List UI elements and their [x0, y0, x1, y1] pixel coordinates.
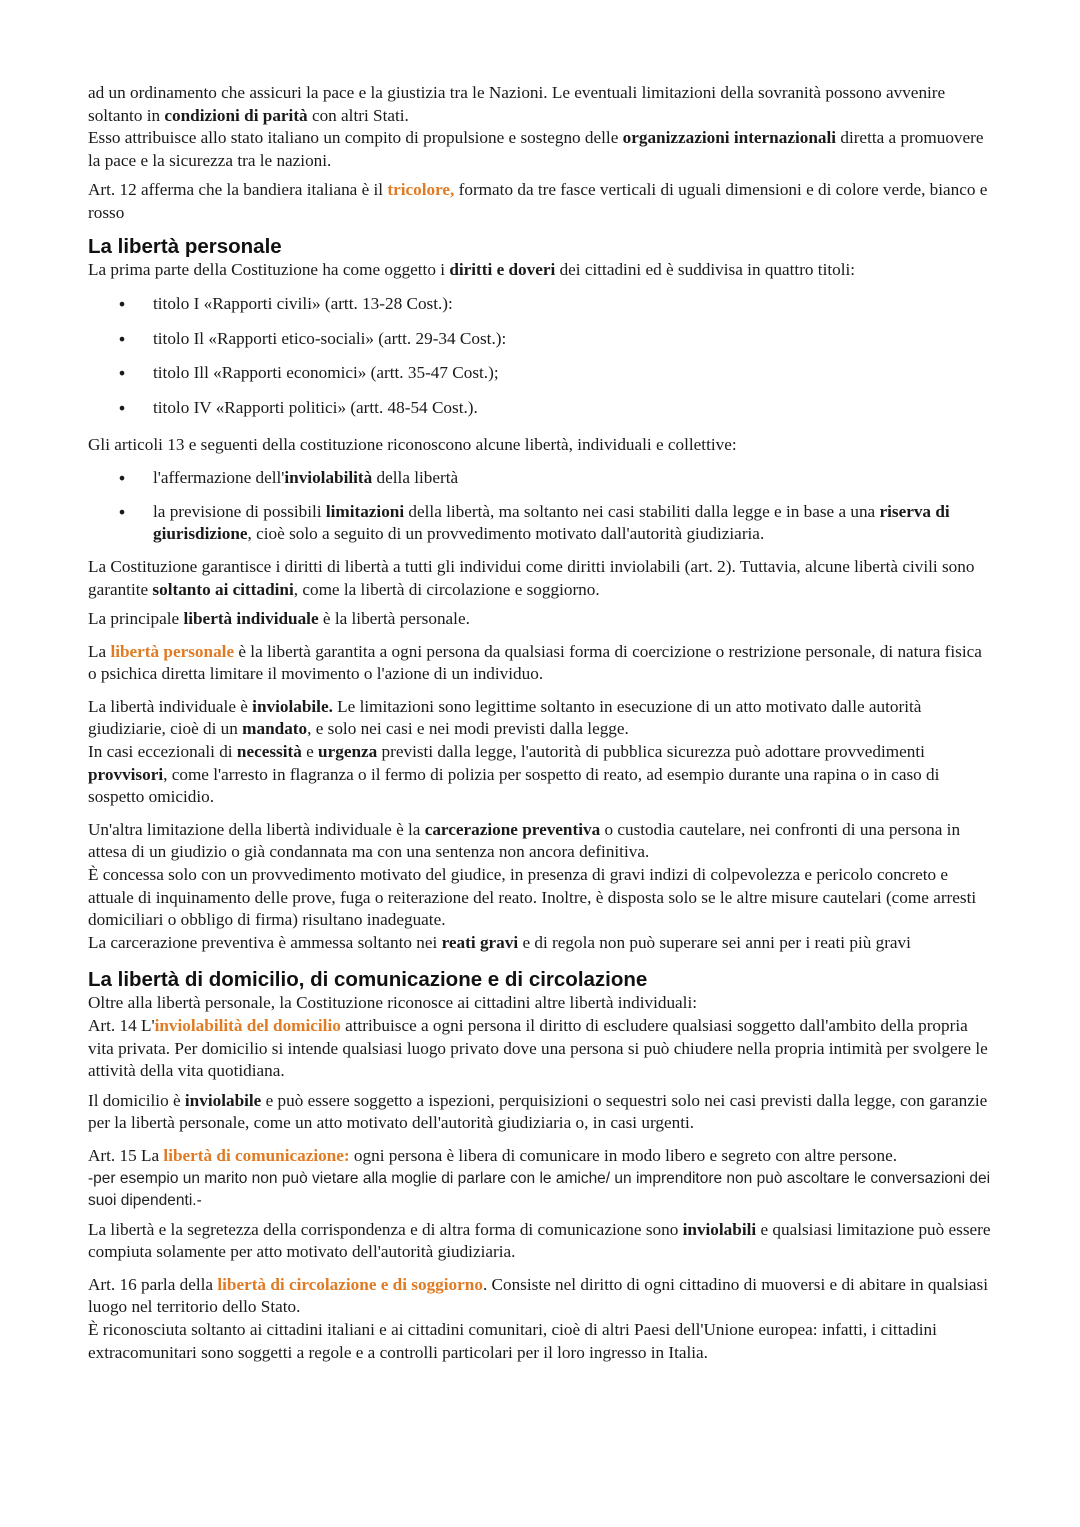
paragraph-other-freedoms: Oltre alla libertà personale, la Costituzione riconosce ai cittadini altre libertà individuali:: [88, 993, 697, 1013]
highlight-domicile: inviolabilità del domicilio: [154, 1016, 341, 1035]
paragraph-personal-freedom-definition: La libertà personale è la libertà garantita a ogni persona da qualsiasi forma di coercizione o restrizione personale, di natura fisica o psichica diretta limitare il movimento o l'azione di un individuo.: [88, 641, 982, 684]
highlight-personal-freedom: libertà personale: [110, 641, 235, 661]
list-item: • la previsione di possibili limitazioni della libertà, ma soltanto nei casi stabiliti dalla legge e in base a una riserva di giurisdizione, cioè solo a seguito di un provvedimento motivato dall'autorità giudiziaria.: [119, 501, 950, 544]
paragraph-granted-by-judge: È concessa solo con un provvedimento motivato del giudice, in presenza di gravi indizi di colpevolezza e pericolo concreto e attuale di inquinamento delle prove, fuga o reiterazione del reato. Inoltre, è disposta solo se le altre misure cautelari (come arresti domiciliari o obbligo di firma) risultano inadeguate.: [88, 865, 977, 930]
paragraph-art-14: Art. 14 L'inviolabilità del domicilio attribuisce a ogni persona il diritto di escludere qualsiasi soggetto dall'ambito della propria vita privata. Per domicilio si intende qualsiasi luogo privato dove una persona si può chiudere nella propria intimità per svolgere le attività della vita quotidiana.: [88, 1016, 988, 1081]
paragraph-art-16: Art. 16 parla della libertà di circolazione e di soggiorno. Consiste nel diritto di ogni cittadino di muoversi e di abitare in qualsiasi luogo nel territorio dello Stato.: [88, 1274, 988, 1317]
example-note: -per esempio un marito non può vietare alla moglie di parlare con le amiche/ un imprenditore non può ascoltare le conversazioni dei suoi dipendenti.-: [88, 1169, 991, 1209]
paragraph-international-organizations: Esso attribuisce allo stato italiano un compito di propulsione e sostegno delle organizzazioni internazionali diretta a promuovere la pace e la sicurezza tra le nazioni.: [88, 128, 984, 170]
bullet-icon: •: [119, 501, 126, 522]
section-heading-domicile-communication: La libertà di domicilio, di comunicazione e di circolazione: [88, 968, 648, 992]
paragraph-main-freedom: La principale libertà individuale è la libertà personale.: [88, 609, 470, 629]
paragraph-inviolable: La libertà individuale è inviolabile. Le limitazioni sono legittime soltanto in esecuzione di un atto motivato dalle autorità giudiziarie, cioè di un mandato, e solo nei casi e nei modi previsti dalla legge.: [88, 696, 922, 739]
paragraph-exceptional-cases: In casi eccezionali di necessità e urgenza previsti dalla legge, l'autorità di pubblica sicurezza può adottare provvedimenti provvisori, come l'arresto in flagranza o il fermo di polizia per sospetto di reato, ad esempio durante una rapina o in caso di sospetto omicidio.: [88, 742, 940, 807]
paragraph-art-15: Art. 15 La libertà di comunicazione: ogni persona è libera di comunicare in modo libero e segreto con altre persone.: [88, 1145, 898, 1165]
paragraph-art-12: Art. 12 afferma che la bandiera italiana è il tricolore, formato da tre fasce verticali di uguali dimensioni e di colore verde, bianco e rosso: [88, 180, 988, 222]
list-item: • titolo Ill «Rapporti economici» (artt. 35-47 Cost.);: [119, 363, 499, 384]
section-heading-personal-freedom: La libertà personale: [88, 234, 282, 258]
paragraph-preventive-detention: Un'altra limitazione della libertà individuale è la carcerazione preventiva o custodia cautelare, nei confronti di una persona in attesa di un giudizio o già condannata ma con una sentenza non ancora definitiva.: [88, 819, 961, 862]
paragraph-guarantee: La Costituzione garantisce i diritti di libertà a tutti gli individui come diritti inviolabili (art. 2). Tuttavia, alcune libertà civili sono garantite soltanto ai cittadini, come la libertà di circolazione e soggiorno.: [88, 556, 975, 599]
bullet-icon: •: [119, 397, 126, 418]
highlight-circulation: libertà di circolazione e di soggiorno: [217, 1274, 483, 1294]
paragraph-sovereignty: ad un ordinamento che assicuri la pace e la giustizia tra le Nazioni. Le eventuali limitazioni della sovranità possono avvenire soltanto in condizioni di parità con altri Stati.: [88, 83, 946, 125]
bullet-icon: •: [119, 328, 126, 349]
titles-list: [88, 293, 993, 419]
paragraph-eu-citizens: È riconosciuta soltanto ai cittadini italiani e ai cittadini comunitari, cioè di altri Paesi dell'Unione europea: infatti, i cittadini extracomunitari sono soggetti a regole e a controlli particolari per il loro ingresso in Italia.: [88, 1319, 937, 1362]
list-item: • titolo Il «Rapporti etico-sociali» (artt. 29-34 Cost.):: [119, 328, 507, 349]
bullet-icon: •: [119, 363, 126, 384]
freedoms-list: [88, 467, 993, 546]
paragraph-correspondence: La libertà e la segretezza della corrispondenza e di altra forma di comunicazione sono inviolabili e qualsiasi limitazione può essere compiuta solamente per atto motivato dell'autorità giudiziaria.: [88, 1219, 991, 1262]
paragraph-serious-crimes: La carcerazione preventiva è ammessa soltanto nei reati gravi e di regola non può superare sei anni per i reati più gravi: [88, 932, 911, 952]
bullet-icon: •: [119, 468, 126, 489]
paragraph-articles-13: Gli articoli 13 e seguenti della costituzione riconoscono alcune libertà, individuali e collettive:: [88, 434, 737, 454]
list-item: • titolo I «Rapporti civili» (artt. 13-28 Cost.):: [119, 294, 453, 315]
list-item: • l'affermazione dell'inviolabilità della libertà: [119, 468, 459, 489]
paragraph-domicile-inviolable: Il domicilio è inviolabile e può essere soggetto a ispezioni, perquisizioni o sequestri solo nei casi previsti dalla legge, con garanzie per la libertà personale, come un atto motivato dell'autorità giudiziaria o, in casi urgenti.: [88, 1090, 988, 1133]
highlight-communication: libertà di comunicazione:: [163, 1145, 350, 1165]
list-item: • titolo IV «Rapporti politici» (artt. 48-54 Cost.).: [119, 397, 478, 418]
bullet-icon: •: [119, 294, 126, 315]
document-page: [88, 82, 993, 1364]
highlight-tricolore: tricolore,: [387, 180, 455, 200]
paragraph-first-part: La prima parte della Costituzione ha come oggetto i diritti e doveri dei cittadini ed è suddivisa in quattro titoli:: [88, 259, 856, 279]
